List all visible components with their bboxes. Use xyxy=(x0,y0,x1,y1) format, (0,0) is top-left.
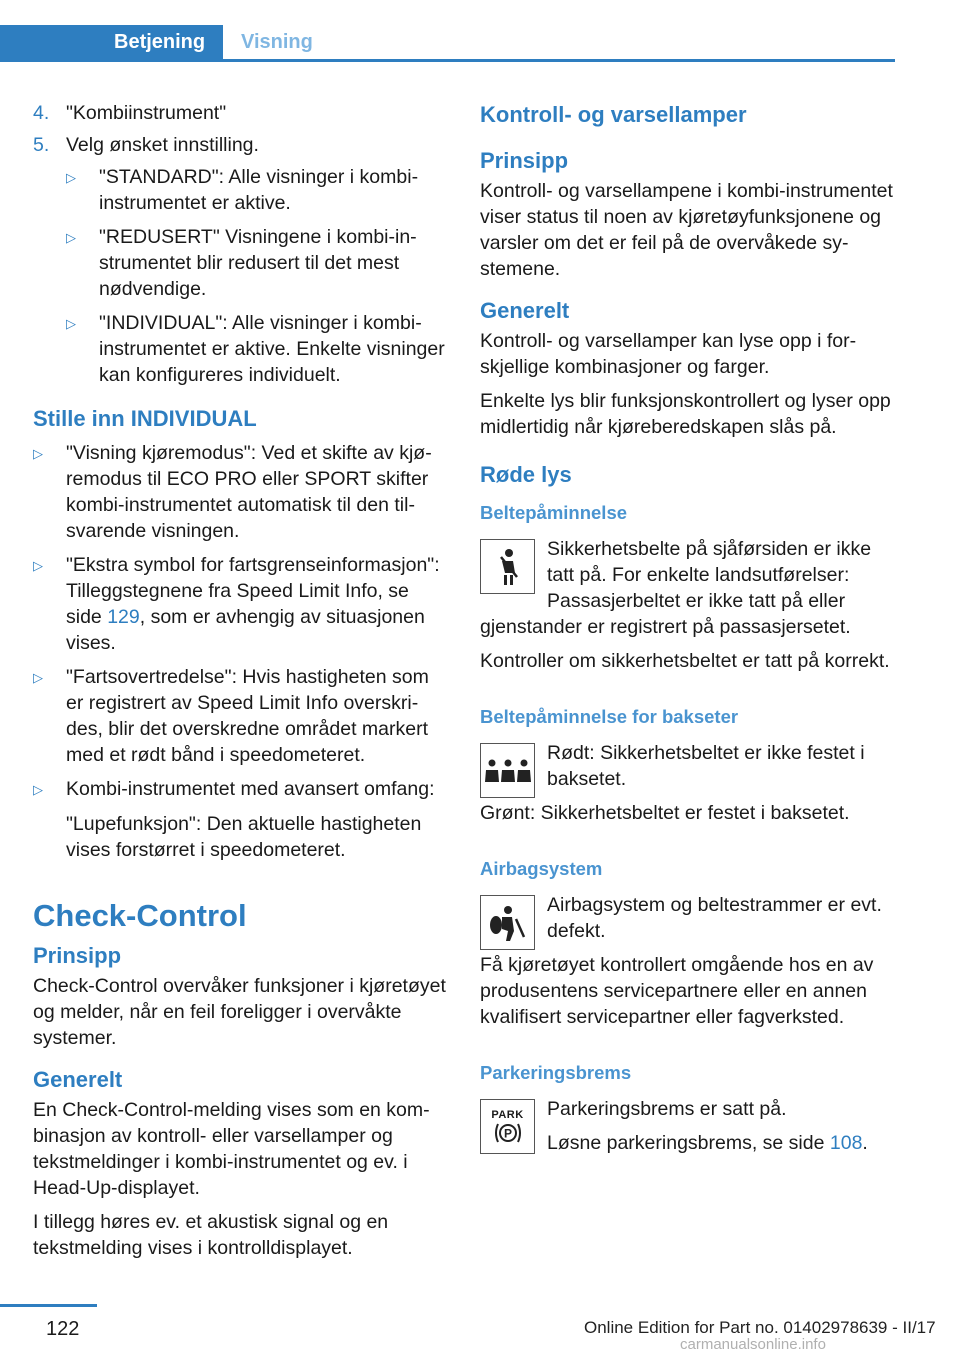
paragraph: Kontroll- og varsellampene i kombi-instrumentet viser status til noen av kjøretøyfunksjonene og varsler om det er feil på de overvåkede systemene. xyxy=(480,180,893,280)
bullet-text: "REDUSERT" Visningene i kombi-instrumentet blir redusert til det mest nødvendige. xyxy=(99,226,417,300)
paragraph: Kontroll- og varsellamper kan lyse opp i forskjellige kombinasjoner og farger. xyxy=(480,330,857,378)
paragraph: Få kjøretøyet kontrollert omgående hos en av produsentens servicepartnere eller en annen kvalifisert servicepartner eller fagverksted. xyxy=(480,954,874,1028)
icon-paragraph xyxy=(480,1096,900,1156)
heading-generelt: Generelt xyxy=(33,1067,123,1092)
tab-betjening[interactable]: Betjening xyxy=(0,25,223,62)
item-number: 5. xyxy=(33,134,50,156)
bullet-text xyxy=(66,552,448,656)
page-link-129[interactable]: 129 xyxy=(107,606,140,628)
heading-parkeringsbrems: Parkeringsbrems xyxy=(480,1062,632,1083)
list-item xyxy=(66,310,448,388)
numbered-item xyxy=(33,132,448,158)
tab-visning[interactable]: Visning xyxy=(241,31,313,53)
heading-beltepaminnelse-bakseter: Beltepåminnelse for bakseter xyxy=(480,706,739,727)
parking-brake-icon xyxy=(480,1099,535,1154)
heading-generelt: Generelt xyxy=(480,298,570,323)
paragraph: Airbagsystem og beltestrammer er evt. defekt. xyxy=(547,894,882,942)
seatbelt-warning-icon xyxy=(480,539,535,594)
icon-paragraph xyxy=(480,892,900,1030)
paragraph xyxy=(480,1130,900,1156)
edition-text: Online Edition for Part no. 01402978639 - II/17 xyxy=(584,1318,936,1337)
triangle-bullet-icon: ▷ xyxy=(66,230,76,245)
triangle-bullet-icon: ▷ xyxy=(33,782,43,797)
watermark: carmanualsonline.info xyxy=(680,1336,826,1353)
bullet-continuation: "Lupefunksjon": Den aktuelle hastigheten vises forstørret i speedometeret. xyxy=(66,813,422,861)
paragraph: Enkelte lys blir funksjonskontrollert og lyser opp midlertidig når kjøreberedskapen slås på. xyxy=(480,390,891,438)
paragraph: Parkeringsbrems er satt på. xyxy=(547,1098,787,1120)
list-item xyxy=(33,664,448,768)
paragraph: En Check-Control-melding vises som en kombinasjon av kontroll- eller varsellamper og tekstmeldinger i kombi-instrumentet og ev. i Head-Up-displayet. xyxy=(33,1099,430,1199)
heading-airbagsystem: Airbagsystem xyxy=(480,858,603,879)
left-column xyxy=(33,100,448,1269)
paragraph-pre: Løsne parkeringsbrems, se side xyxy=(547,1132,830,1154)
list-item xyxy=(33,440,448,544)
paragraph: Sikkerhetsbelte på sjåførsiden er ikke tatt på. For enkelte landsutførelser: Passasjerbeltet er ikke tatt på eller gjenstander er registrert på passasjersetet. xyxy=(480,538,872,638)
airbag-warning-icon xyxy=(480,895,535,950)
paragraph: I tillegg høres ev. et akustisk signal og en tekstmelding vises i kontrolldisplayet. xyxy=(33,1211,389,1259)
item-text: Velg ønsket innstilling. xyxy=(66,134,259,156)
paragraph: Check-Control overvåker funksjoner i kjøretøyet og melder, når en feil foreligger i overvåkte systemer. xyxy=(33,975,446,1049)
header-rule xyxy=(0,59,895,62)
icon-paragraph xyxy=(480,740,900,826)
triangle-bullet-icon: ▷ xyxy=(33,446,43,461)
bullet-text-post: , som er avhengig av situasjonen vises. xyxy=(66,606,425,654)
item-number: 4. xyxy=(33,102,50,124)
header-tabs xyxy=(0,25,895,62)
triangle-bullet-icon: ▷ xyxy=(33,558,43,573)
bullet-text: "Visning kjøremodus": Ved et skifte av kjøremodus til ECO PRO eller SPORT skifter kombi-instrumentet automatisk til den tilsvarende visningen. xyxy=(66,442,432,542)
icon-paragraph xyxy=(480,536,900,640)
bullet-text: "Fartsovertredelse": Hvis hastigheten som er registrert av Speed Limit Info overskrides, blir det overskredne området markert med et rødt bånd i speedometeret. xyxy=(66,666,429,766)
list-item xyxy=(33,552,448,656)
footer-rule xyxy=(0,1304,97,1307)
bullet-text: "STANDARD": Alle visninger i kombiinstrumentet er aktive. xyxy=(99,166,419,214)
heading-beltepaminnelse: Beltepåminnelse xyxy=(480,502,628,523)
bullet-text: "INDIVIDUAL": Alle visninger i kombiinstrumentet er aktive. Enkelte visninger kan konfigureres individuelt. xyxy=(99,312,445,386)
paragraph: Rødt: Sikkerhetsbeltet er ikke festet i baksetet. xyxy=(547,742,865,790)
item-text: "Kombiinstrument" xyxy=(66,102,227,124)
bullet-text-pre: "Ekstra symbol for fartsgrenseinformasjon": Tilleggstegnene fra Speed Limit Info, se side xyxy=(66,554,440,628)
numbered-item xyxy=(33,100,448,126)
heading-check-control: Check-Control xyxy=(33,898,247,933)
paragraph: Grønt: Sikkerhetsbeltet er festet i baksetet. xyxy=(480,802,850,824)
heading-kontroll-varsellamper: Kontroll- og varsellamper xyxy=(480,102,747,127)
paragraph-post: . xyxy=(862,1132,868,1154)
park-icon-label: PARK xyxy=(491,1108,524,1121)
heading-rode-lys: Røde lys xyxy=(480,462,572,487)
triangle-bullet-icon: ▷ xyxy=(66,316,76,331)
heading-prinsipp: Prinsipp xyxy=(480,148,569,173)
list-item xyxy=(66,224,448,302)
list-item xyxy=(66,164,448,216)
page-number: 122 xyxy=(46,1318,80,1340)
sub-bullet-list xyxy=(66,164,448,388)
heading-prinsipp: Prinsipp xyxy=(33,943,122,968)
page-link-108[interactable]: 108 xyxy=(829,1132,863,1154)
list-item xyxy=(33,776,448,803)
rear-seatbelt-icon xyxy=(480,743,535,798)
heading-stille-inn: Stille inn INDIVIDUAL xyxy=(33,406,257,431)
svg-text:P: P xyxy=(503,1126,512,1140)
triangle-bullet-icon: ▷ xyxy=(66,170,76,185)
triangle-bullet-icon: ▷ xyxy=(33,670,43,685)
paragraph: Kontroller om sikkerhetsbeltet er tatt på korrekt. xyxy=(480,650,890,672)
bullet-text: Kombi-instrumentet med avansert omfang: xyxy=(66,778,435,800)
right-column xyxy=(480,100,900,1164)
